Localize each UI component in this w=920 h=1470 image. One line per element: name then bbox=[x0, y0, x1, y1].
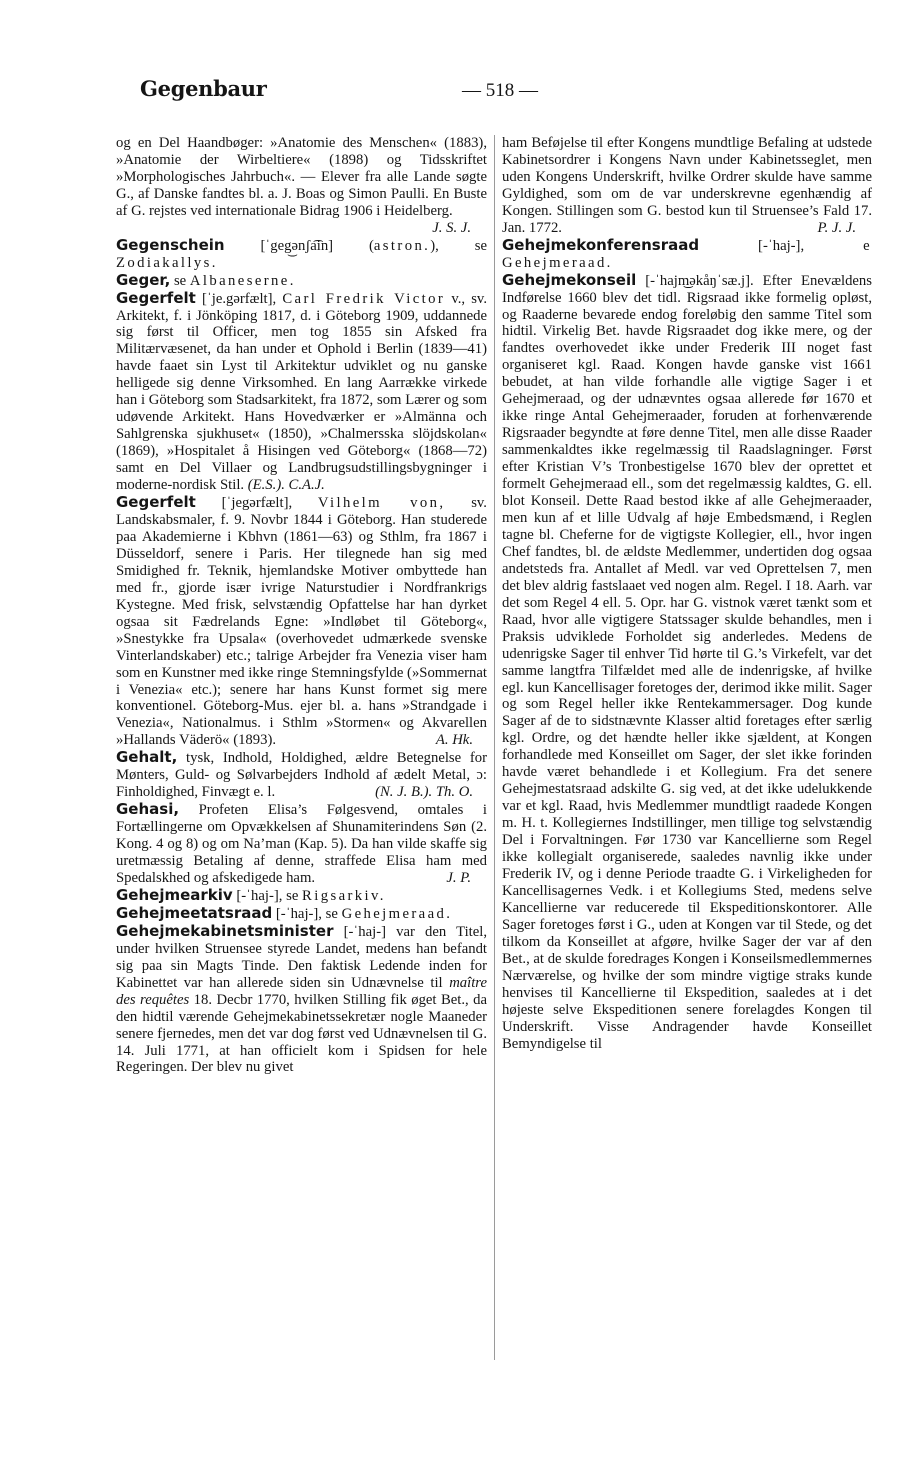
author-signature: (E.S.). C.A.J. bbox=[247, 477, 325, 494]
author-signature: J. S. J. bbox=[432, 219, 471, 236]
entry-gehejmekabinetsminister-continued: ham Beføjelse til efter Kongens mundtlige Befaling at udstede Kabinetsordrer i Kongens Navn under Kabinetsseglet, men uden Kongens Underskrift, hvilke Ordrer skulde have samme Gyldighed, som om de var underskrevne egenhændig af Kongen. Stillingen som G. bestod kun til Struensee’s Fald 17. Jan. 1772. P. J. J. bbox=[502, 135, 872, 236]
headword: Gehejmeetatsraad bbox=[116, 903, 273, 922]
author-signature: A. Hk. bbox=[435, 732, 473, 749]
entry-gegerfelt-vilhelm: Gegerfelt [ˈjegərfælt], Vilhelm von, sv. Landskabsmaler, f. 9. Novbr 1844 i Göteborg. Han studerede paa Akademierne i Kbhvn (1861—63) og Sthlm, fra 1867 i Düsseldorf, senere i Paris. Her tilegnede han sig med Smidighed fr. Teknik, hjemlandske Motiver ombyttede han med fr., gjorde især ivrige Naturstudier i Nordfrankrigs Kystegne. Med frisk, selvstændig Opfattelse har han dyrket ogsaa sit Fædrelands Egne: »Indløbet til Göteborg«, »Snestykke fra Upsala« (overhovedet udmærkede svenske Vinterlandskaber) etc.; talrige Arbejder fra Venezia viser ham som en Kunstner med ikke ringe Stemningsfylde (»Sommernat i Venezia« etc.); senere har hans Kunst formet sig mere konventionel. Göteborg-Mus. ejer bl. a. hans »Strandgade i Venezia«, Nationalmus. i Sthlm »Stormen« og Akvarellen »Hallands Väderö« (1893). A. Hk. bbox=[116, 493, 487, 749]
entry-gehejmekonseil: Gehejmekonseil [-ˈhajm͜əkåŋˈsæ.j]. Efter Enevældens Indførelse 1660 blev det tidl. Rigsraad ikke formelig opløst, og Raaderne bevarede endog foreløbig den samme Titel som hidtil. Virkelig Bet. havde Rigsraadet dog ikke mere, og der fandtes overhovedet ikke under Frederik III noget fast organiseret kgl. Raad. Kongen havde ganske vist 1661 bebudet, at han vilde forhandle alle vigtige Sager i et Gehejmeraad, og der udnævntes ogsaa allerede før 1670 et ikke ringe Antal Gehejmeraader, foruden at forhenværende Rigsraader begyndte at føre denne Titel, men alle disse Raader sammenkaldtes ikke regelmæssig til Raadslagninger. Først efter Kristian V’s Tronbestigelse 1670 blev der oprettet et formelt Gehejmeraad ell., som det regelmæssig kaldtes, G. ell. blot Konseil. Dette Raad bestod ikke af alle Gehejmeraader, men kun af et lille Udvalg af høje Embedsmænd, i Reglen tagne bl. Cheferne for de vigtigste Kollegier, ell., hvor ingen Chef fandtes, bl. de ældste Medlemmer, undertiden dog ogsaa andetsteds fra. Antallet af Medl. var ved Oprettelsen 7, men det blev aldrig fastslaaet ved nogen alm. Regel. I 18. Aarh. var det som Regel 4 ell. 5. Opr. har G. vistnok været tænkt som et Raad, hvor alle vigtigere Statssager skulde behandles, men i Praksis udviklede Forholdet sig anderledes. Medens de udenrigske Sager til enhver Tid hørte til G.’s Virkefelt, var det samme langtfra Tilfældet med alle de indenrigske, af hvilke egl. kun Kancellisager foretoges der, derimod ikke milit. Sager og som Regel heller ikke Rentekammersager. Dog kunde Sager af de to sidstnævnte Klasser altid foretages efter særlig kgl. Ordre, og det hændte heller ikke sjældent, at Kongen forhandlede med Konseillet om Sager, der slet ikke forinden havde været behandlede i et Kollegium. Fra det senere Gehejmestatsraad adskilte G. sig ved, at det ikke udelukkende var et kgl. Raad, hvis Medlemmer mundtligt raadede Kongen m. H. t. Kollegiernes Indstillinger, men tillige tog selvstændig Del i Forvaltningen. Før 1730 var Kancellierne som Regel ikke kollegialt organiserede, saaledes navnlig ikke under Frederik IV, og i denne Periode traadte G. i Virkeligheden for Kancellisagernes Vedk. i et Kollegiums Sted, medens selve Kancellierne var reducerede til Ekspeditionskontorer. Alle Sager foretoges først i G., uden at Kongen var til Stede, og det tilkom da Konseillet at afgøre, hvilke Sager der var af den Bet., at de skulde foredrages Kongen i Konseilsmedlemmernes Nærværelse, og hvilke der som mindre vigtige straks kunde henvises til Kancellierne til Ekspedition, saaledes at i det højeste selve Ekspeditionen senere forelagdes Kongen til Underskrift. Visse Andragender havde Konseillet Bemyndigelse til bbox=[502, 270, 872, 1052]
entry-gegenbaur-continued: og en Del Haandbøger: »Anatomie des Menschen« (1883), »Anatomie der Wirbeltiere« (1898) og Tidsskriftet »Morphologisches Jahrbuch«. — Elever fra alle Lande søgte G., af Danske fandtes bl. a. J. Boas og Simon Paulli. En Buste af G. rejstes ved internationale Bidrag 1906 i Heidelberg. J. S. J. bbox=[116, 135, 487, 236]
right-column bbox=[502, 135, 872, 1385]
author-signature: (N. J. B.). Th. O. bbox=[375, 784, 473, 801]
entry-gehalt: Gehalt, tysk, Indhold, Holdighed, ældre Betegnelse for Mønters, Guld- og Sølvarbejders Indhold af ædelt Metal, ɔ: Finholdighed, Finvægt e. l. (N. J. B.). Th. O. bbox=[116, 748, 487, 801]
entry-gehejmekonferensraad: Gehejmekonferensraad [-ˈhaj-], e Gehejmeraad. bbox=[502, 235, 872, 271]
headword: Gegerfelt bbox=[116, 288, 196, 307]
column-rule bbox=[494, 135, 495, 1360]
author-signature: P. J. J. bbox=[817, 219, 856, 236]
headword: Gegenschein bbox=[116, 235, 225, 254]
headword: Gehejmearkiv bbox=[116, 885, 233, 904]
author-signature: J. P. bbox=[446, 869, 471, 886]
running-head: Gegenbaur bbox=[140, 76, 267, 101]
headword: Geger, bbox=[116, 270, 171, 289]
entry-gehejmekabinetsminister: Gehejmekabinetsminister [-ˈhaj-] var den Titel, under hvilken Struensee styrede Landet, medens han befandt sig paa sin Magts Tinde. Den faktisk Ledende inden for Kabinettet var han allerede siden sin Udnævnelse til maître des requêtes 18. Decbr 1770, hvilken Stilling fik øget Bet., da den hidtil værende Gehejmekabinetssekretær nogle Maaneder senere fjernedes, men det var dog først ved Udnævnelsen til G. 14. Juli 1771, at han officielt kom i Spidsen for hele Regeringen. Der blev nu givet bbox=[116, 921, 487, 1076]
entry-gehejmeetatsraad: Gehejmeetatsraad [-ˈhaj-], se Gehejmeraad. bbox=[116, 903, 453, 922]
entry-gegerfelt-carl: Gegerfelt [ˈje.gərfælt], Carl Fredrik Victor v., sv. Arkitekt, f. i Jönköping 1817, d. i Göteborg 1909, uddannede sig først til Officer, men tog 1855 sin Afsked fra Militærvæsenet, da han under et Ophold i Berlin (1839—41) havde faaet sin Lyst til Arkitektur udviklet og nu ganske helligede sig denne Virksomhed. En lang Aarrække virkede han i Göteborg som Stadsarkitekt, fra 1872, som Lærer og som udøvende Arkitekt. Hans Hovedværker er »Almänna och Sahlgrenska sjukhuset« (1850), »Chalmersska slöjdskolan« (1869), »Hospitalet å Hisingen ved Göteborg« (1868—72) samt en Del Villaer og Landbrugsudstillingsbygninger i moderne-nordisk Stil. (E.S.). C.A.J. bbox=[116, 288, 487, 494]
headword: Gegerfelt bbox=[116, 493, 196, 512]
headword: Gehasi, bbox=[116, 800, 180, 819]
headword: Gehejmekonseil bbox=[502, 270, 637, 289]
headword: Gehalt, bbox=[116, 748, 178, 767]
entry-gehasi: Gehasi, Profeten Elisa’s Følgesvend, omtales i Fortællingerne om Opvækkelsen af Shunamiterindens Søn (2. Kong. 4 og 8) og om Na’man (Kap. 5). Da han vilde skaffe sig uretmæssig Betaling af denne, straffede Elisa ham med Spedalskhed og afskedigede ham. J. P. bbox=[116, 800, 487, 886]
headword: Gehejmekabinetsminister bbox=[116, 921, 334, 940]
entry-gehejmearkiv: Gehejmearkiv [-ˈhaj-], se Rigsarkiv. bbox=[116, 885, 386, 904]
headword: Gehejmekonferensraad bbox=[502, 235, 700, 254]
left-column bbox=[116, 135, 487, 1385]
entry-gegenschein: Gegenschein [ˈgeg͜ənʃa͡in] (astron.), se Zodiakallys. bbox=[116, 235, 487, 271]
page-number: — 518 — bbox=[462, 80, 538, 101]
entry-geger: Geger, se Albaneserne. bbox=[116, 270, 296, 289]
